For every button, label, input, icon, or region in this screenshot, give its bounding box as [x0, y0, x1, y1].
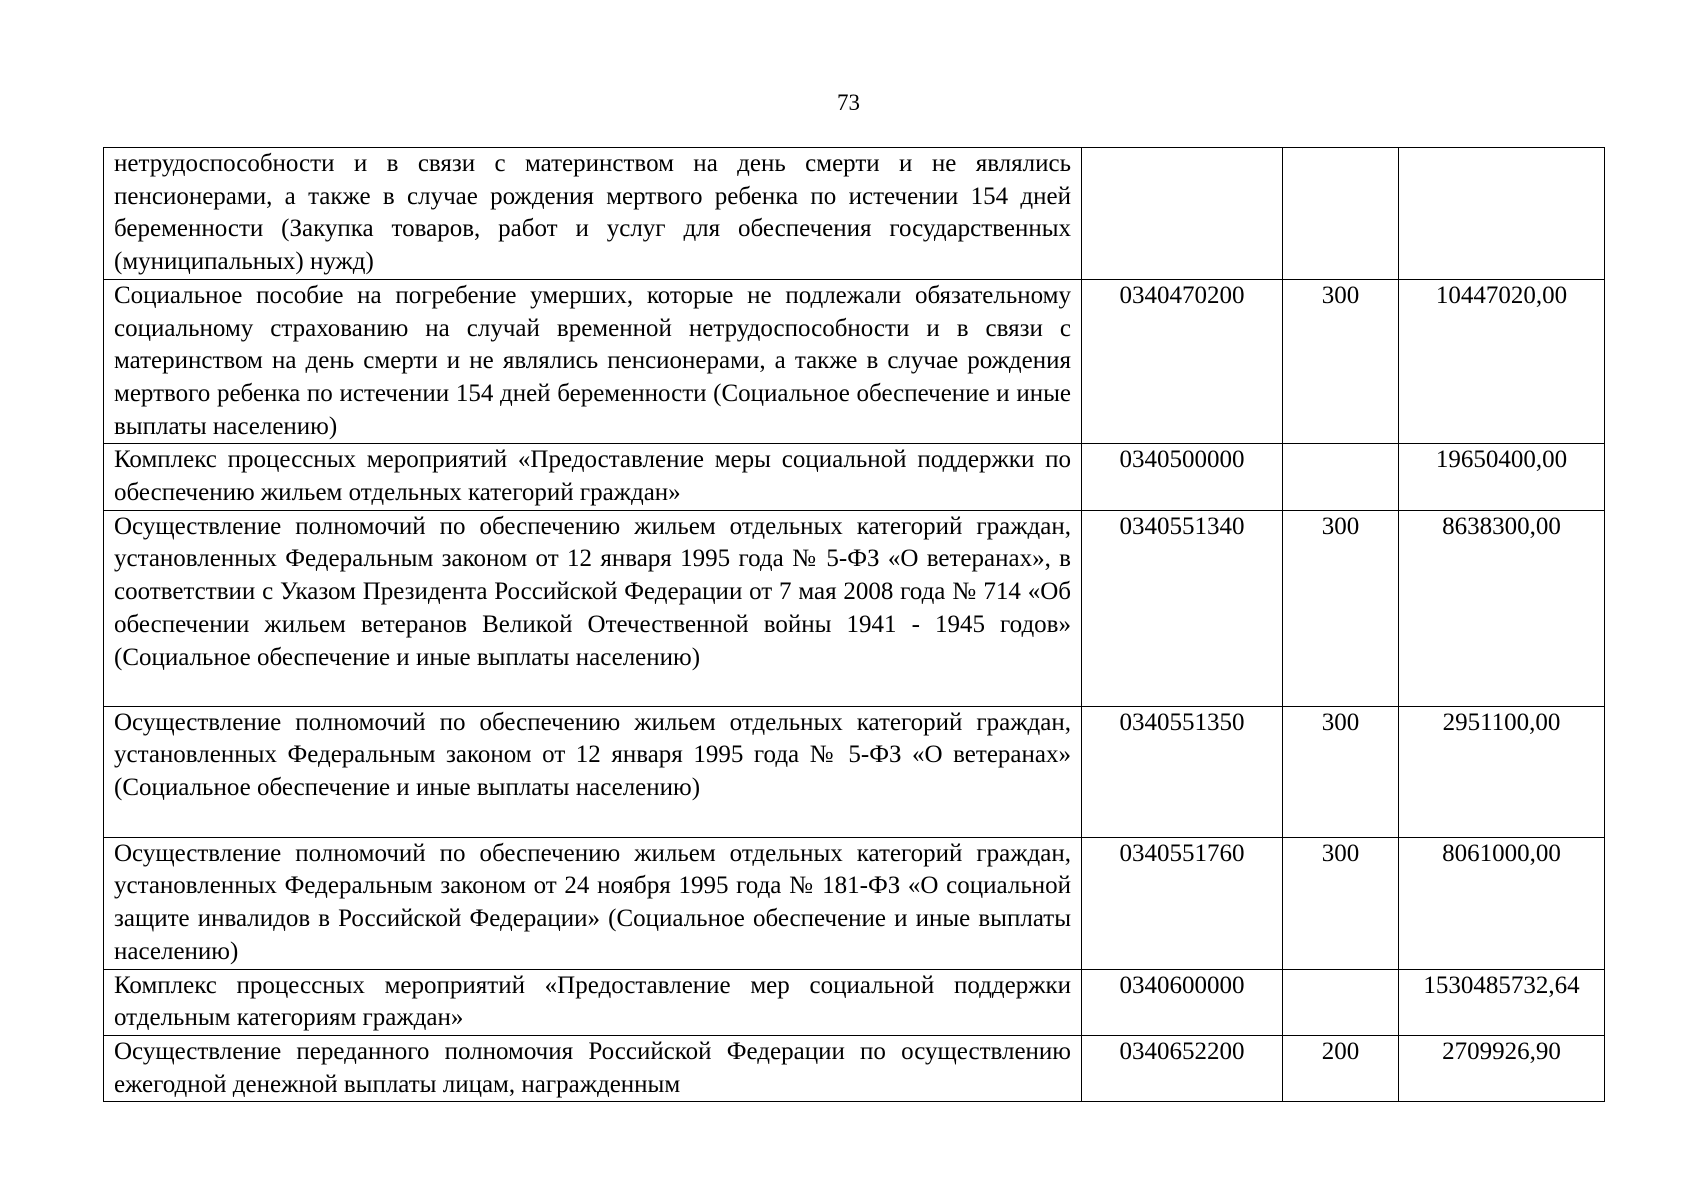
page-number: 73	[837, 90, 860, 115]
row-amount: 19650400,00	[1399, 444, 1605, 510]
row-amount: 2951100,00	[1399, 706, 1605, 837]
row-description: Осуществление полномочий по обеспечению жильем отдельных категорий граждан, установленных Федеральным законом от 24 ноября 1995 года № 181-ФЗ «О социальной защите инвалидов в Российской Федерации» (Социальное обеспечение и иные выплаты населению)	[104, 837, 1082, 969]
table-row	[104, 279, 1605, 444]
table-row	[104, 444, 1605, 510]
row-code: 0340652200	[1082, 1035, 1283, 1101]
table-row	[104, 148, 1605, 280]
row-description: Осуществление полномочий по обеспечению жильем отдельных категорий граждан, установленных Федеральным законом от 12 января 1995 года № 5-ФЗ «О ветеранах», в соответствии с Указом Президента Российской Федерации от 7 мая 2008 года № 714 «Об обеспечении жильем ветеранов Великой Отечественной войны 1941 - 1945 годов» (Социальное обеспечение и иные выплаты населению)	[104, 510, 1082, 706]
table-row	[104, 837, 1605, 969]
row-amount	[1399, 148, 1605, 280]
row-description: Комплекс процессных мероприятий «Предоставление меры социальной поддержки по обеспечению жильем отдельных категорий граждан»	[104, 444, 1082, 510]
row-description: нетрудоспособности и в связи с материнством на день смерти и не являлись пенсионерами, а также в случае рождения мертвого ребенка по истечении 154 дней беременности (Закупка товаров, работ и услуг для обеспечения государственных (муниципальных) нужд)	[104, 148, 1082, 280]
row-description: Социальное пособие на погребение умерших, которые не подлежали обязательному социальному страхованию на случай временной нетрудоспособности и в связи с материнством на день смерти и не являлись пенсионерами, а также в случае рождения мертвого ребенка по истечении 154 дней беременности (Социальное обеспечение и иные выплаты населению)	[104, 279, 1082, 444]
row-description: Осуществление переданного полномочия Российской Федерации по осуществлению ежегодной денежной выплаты лицам, награжденным	[104, 1035, 1082, 1101]
row-amount: 2709926,90	[1399, 1035, 1605, 1101]
row-code: 0340470200	[1082, 279, 1283, 444]
row-code: 0340500000	[1082, 444, 1283, 510]
table-row	[104, 1035, 1605, 1101]
row-expense-type: 300	[1283, 279, 1399, 444]
row-code	[1082, 148, 1283, 280]
row-description: Осуществление полномочий по обеспечению жильем отдельных категорий граждан, установленных Федеральным законом от 12 января 1995 года № 5-ФЗ «О ветеранах» (Социальное обеспечение и иные выплаты населению)	[104, 706, 1082, 837]
row-amount: 1530485732,64	[1399, 969, 1605, 1035]
row-expense-type: 300	[1283, 837, 1399, 969]
row-expense-type	[1283, 444, 1399, 510]
table-row	[104, 706, 1605, 837]
table-row	[104, 510, 1605, 706]
row-amount: 8061000,00	[1399, 837, 1605, 969]
row-code: 0340551340	[1082, 510, 1283, 706]
row-code: 0340551350	[1082, 706, 1283, 837]
row-code: 0340600000	[1082, 969, 1283, 1035]
budget-table	[103, 147, 1605, 1102]
row-expense-type	[1283, 969, 1399, 1035]
row-expense-type: 200	[1283, 1035, 1399, 1101]
row-description: Комплекс процессных мероприятий «Предоставление мер социальной поддержки отдельным категориям граждан»	[104, 969, 1082, 1035]
row-amount: 10447020,00	[1399, 279, 1605, 444]
table-row	[104, 969, 1605, 1035]
row-expense-type: 300	[1283, 510, 1399, 706]
row-expense-type: 300	[1283, 706, 1399, 837]
row-expense-type	[1283, 148, 1399, 280]
row-amount: 8638300,00	[1399, 510, 1605, 706]
row-code: 0340551760	[1082, 837, 1283, 969]
